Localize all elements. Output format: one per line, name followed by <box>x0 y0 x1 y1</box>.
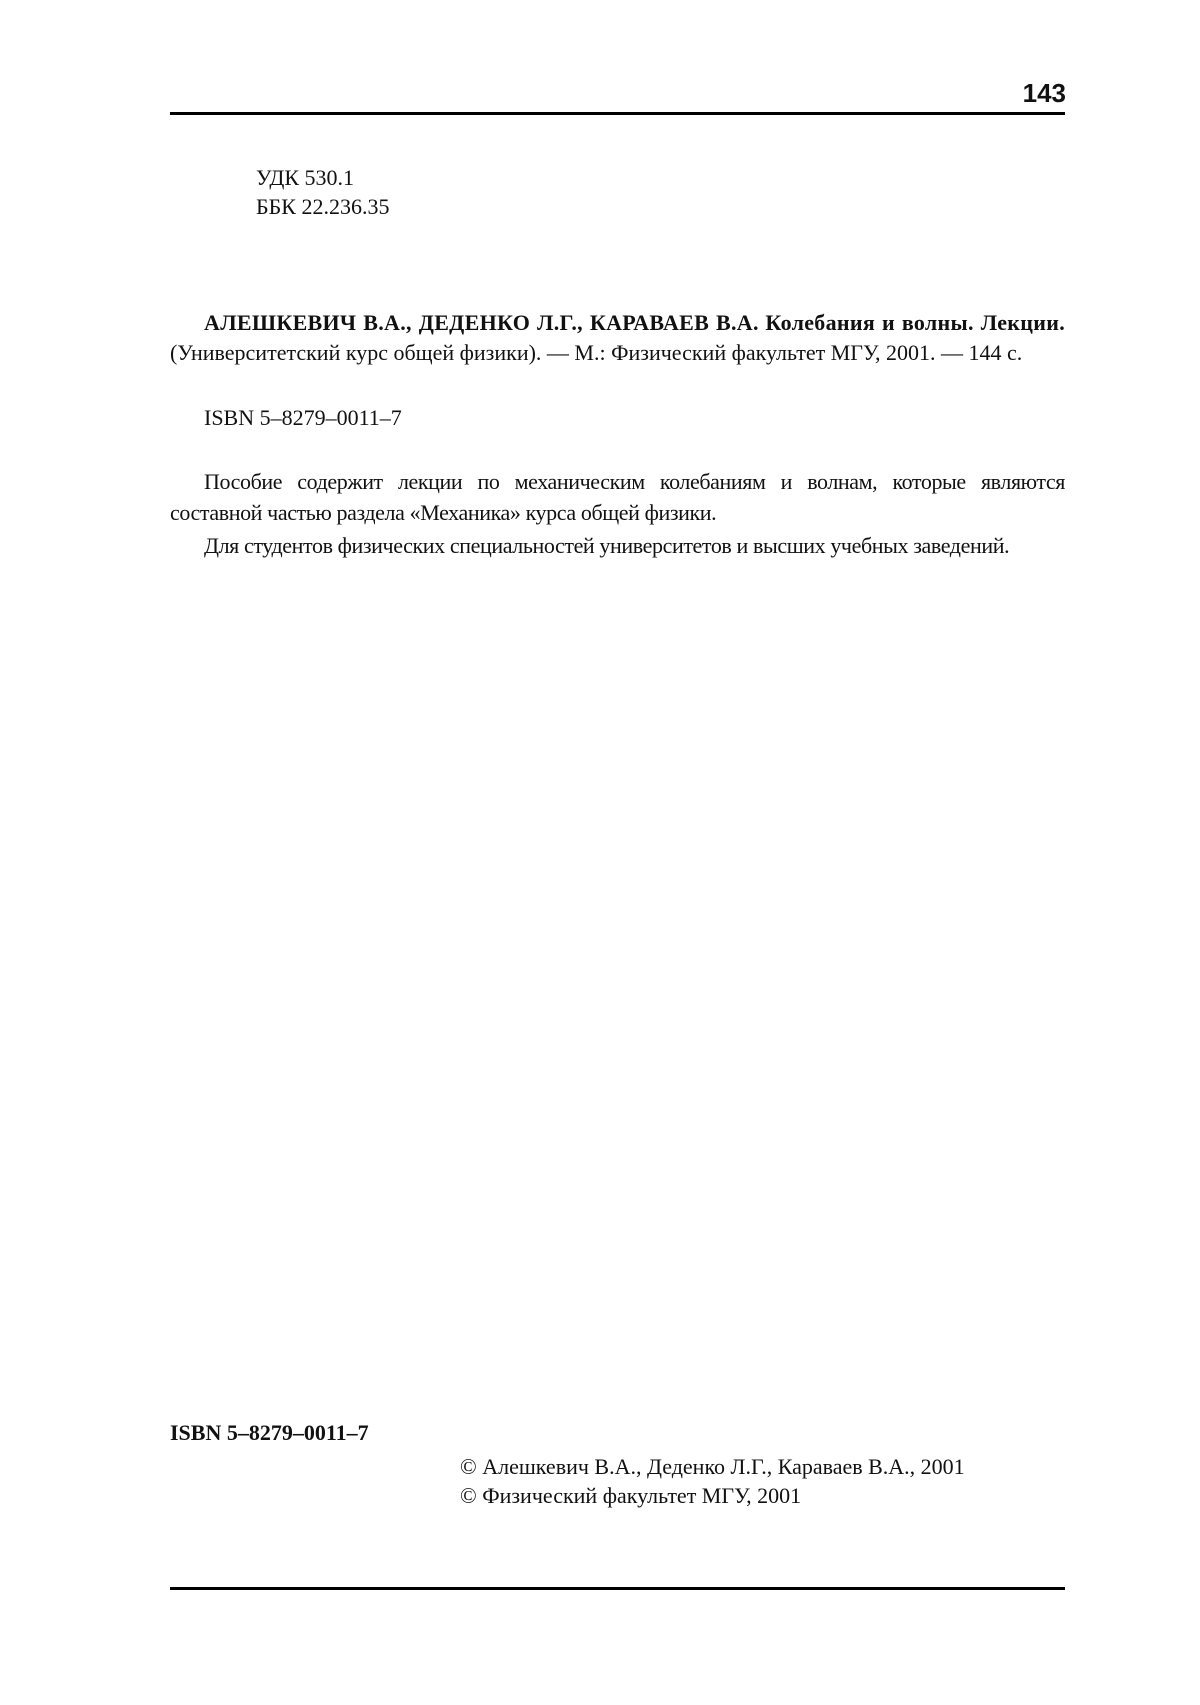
page-number: 143 <box>1022 78 1066 108</box>
bottom-rule <box>170 1587 1065 1590</box>
bbk-code: ББК 22.236.35 <box>256 194 390 219</box>
annotation <box>170 466 1065 563</box>
book-title: Колебания и волны. Лекции. <box>765 310 1066 335</box>
top-rule <box>170 112 1065 115</box>
publication-details: (Университетский курс общей физики). — М.: Физический факультет МГУ, 2001. — 144 с. <box>170 340 1023 365</box>
udk-code: УДК 530.1 <box>256 165 355 190</box>
copyright-block <box>460 1452 965 1510</box>
authors: АЛЕШКЕВИЧ В.А., ДЕДЕНКО Л.Г., КАРАВАЕВ В.А. <box>204 310 759 335</box>
classification-codes <box>256 163 389 221</box>
isbn-record: ISBN 5–8279–0011–7 <box>204 405 402 430</box>
audience-paragraph: Для студентов физических специальностей университетов и высших учебных заведений. <box>204 533 1010 558</box>
isbn-footer: ISBN 5–8279–0011–7 <box>170 1420 369 1445</box>
copyright-authors: © Алешкевич В.А., Деденко Л.Г., Караваев В.А., 2001 <box>460 1454 965 1479</box>
annotation-paragraph: Пособие содержит лекции по механическим колебаниям и волнам, которые являются составной частью раздела «Механика» курса общей физики. <box>170 469 1065 525</box>
copyright-publisher: © Физический факультет МГУ, 2001 <box>460 1483 802 1508</box>
bibliographic-record <box>170 308 1065 368</box>
